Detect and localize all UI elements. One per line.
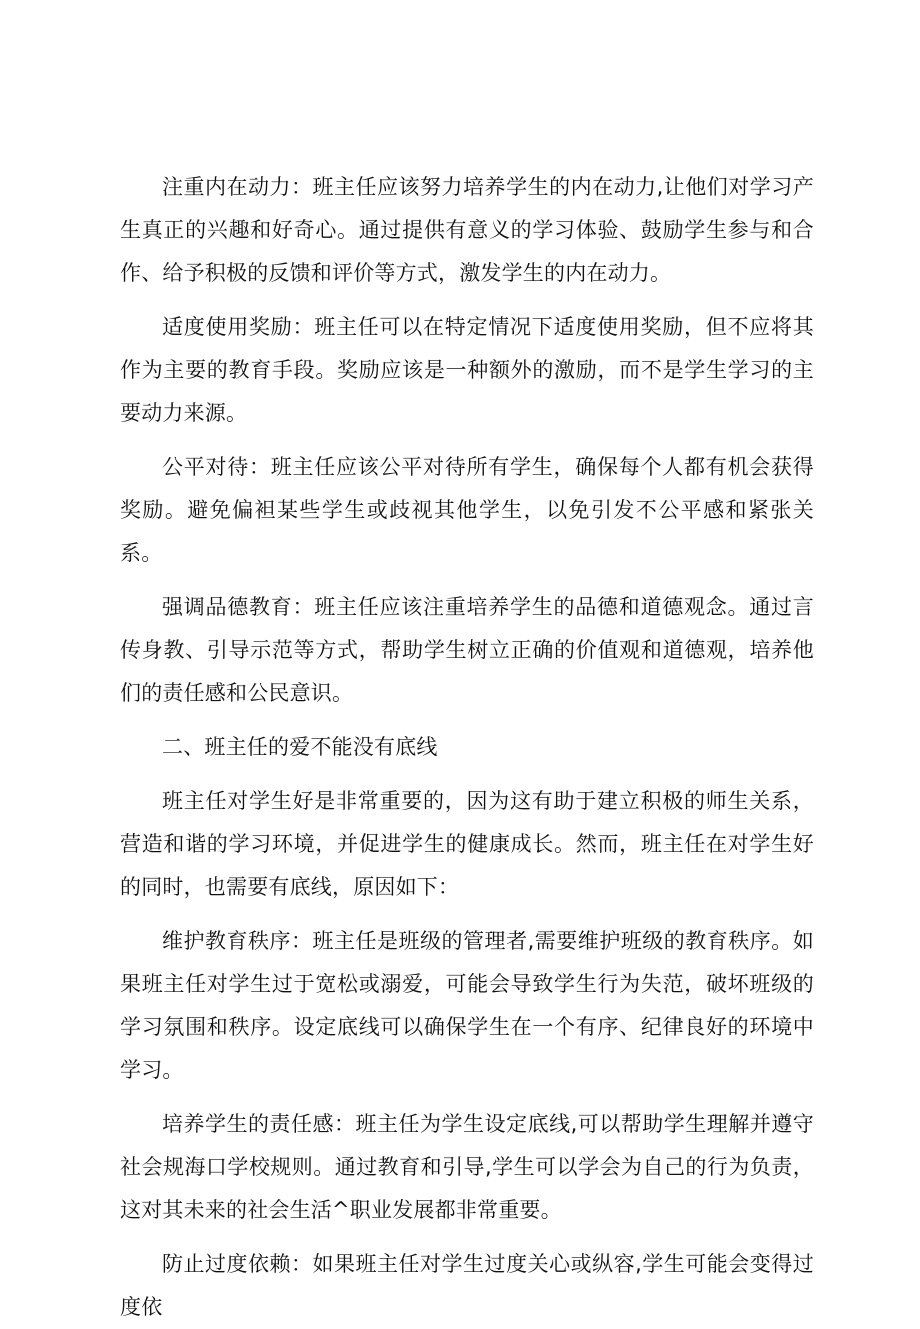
document-body xyxy=(120,166,814,1329)
paragraph-moral-education: 强调品德教育：班主任应该注重培养学生的品德和道德观念。通过言传身教、引导示范等方式，帮助学生树立正确的价值观和道德观，培养他们的责任感和公民意识。 xyxy=(120,595,814,705)
paragraph-maintain-order: 维护教育秩序：班主任是班级的管理者,需要维护班级的教育秩序。如果班主任对学生过于宽松或溺爱，可能会导致学生行为失范，破坏班级的学习氛围和秩序。设定底线可以确保学生在一个有序、纪律良好的环境中学习。 xyxy=(120,929,814,1082)
paragraph-fair-treatment: 公平对待：班主任应该公平对待所有学生，确保每个人都有机会获得奖励。避免偏袒某些学生或歧视其他学生，以免引发不公平感和紧张关系。 xyxy=(120,455,814,565)
paragraph-avoid-dependence: 防止过度依赖：如果班主任对学生过度关心或纵容,学生可能会变得过度依 xyxy=(120,1252,814,1319)
section-heading: 二、班主任的爱不能没有底线 xyxy=(162,735,438,759)
paragraph-bottom-line-intro: 班主任对学生好是非常重要的，因为这有助于建立积极的师生关系，营造和谐的学习环境，并促进学生的健康成长。然而，班主任在对学生好的同时，也需要有底线，原因如下： xyxy=(120,789,814,899)
paragraph-responsibility: 培养学生的责任感：班主任为学生设定底线,可以帮助学生理解并遵守社会规海口学校规则。通过教育和引导,学生可以学会为自己的行为负责，这对其未来的社会生活^职业发展都非常重要。 xyxy=(120,1112,814,1222)
paragraph-intrinsic-motivation: 注重内在动力：班主任应该努力培养学生的内在动力,让他们对学习产生真正的兴趣和好奇心。通过提供有意义的学习体验、鼓励学生参与和合作、给予积极的反馈和评价等方式，激发学生的内在动力。 xyxy=(120,175,814,285)
paragraph-moderate-rewards: 适度使用奖励：班主任可以在特定情况下适度使用奖励，但不应将其作为主要的教育手段。奖励应该是一种额外的激励，而不是学生学习的主要动力来源。 xyxy=(120,315,814,425)
